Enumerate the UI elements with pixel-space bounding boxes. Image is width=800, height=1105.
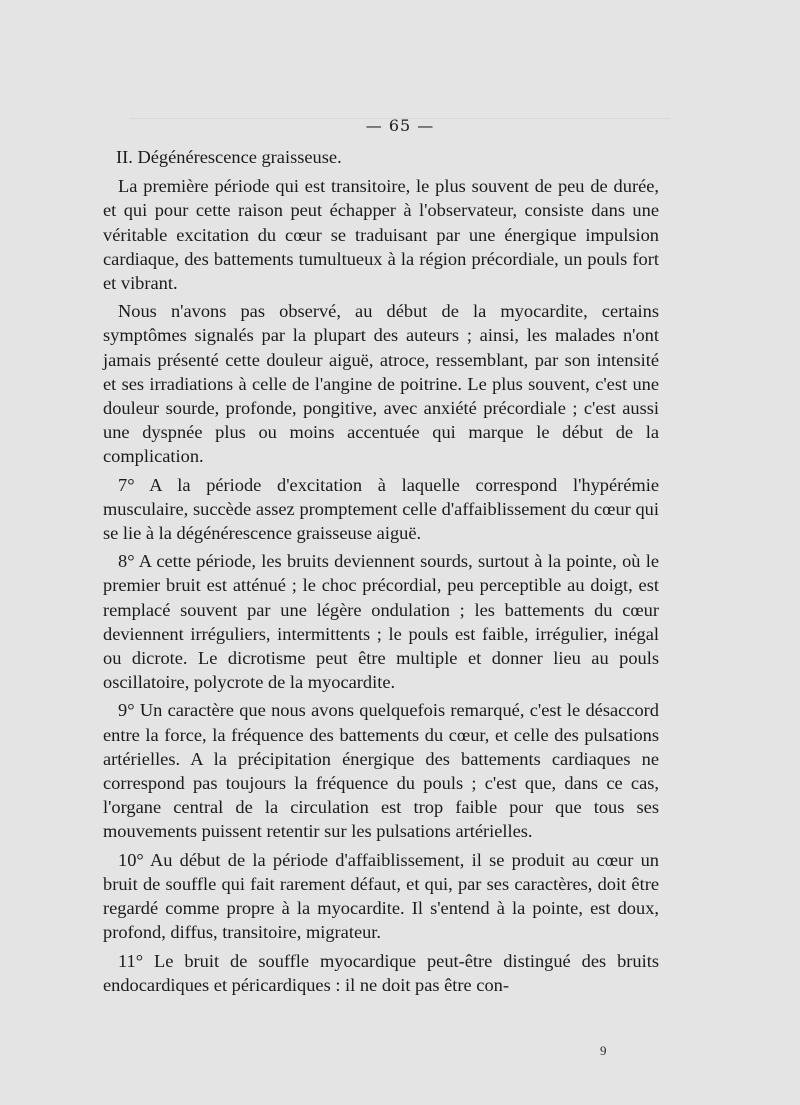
paragraph: 7° A la période d'excitation à laquelle correspond l'hypérémie musculaire, succède assez promptement celle d'affaiblissement du cœur qui se lie à la dégénérescence graisseuse aiguë. [103, 474, 659, 544]
signature-mark: 9 [600, 1043, 607, 1058]
paragraph: 8° A cette période, les bruits deviennent sourds, surtout à la pointe, où le premier bruit est atténué ; le choc précordial, peu perceptible au doigt, est remplacé souvent par une légère ondulation ; les battements du cœur deviennent irréguliers, intermittents ; le pouls est faible, irrégulier, inégal ou dicrote. Le dicrotisme peut être multiple et donner lieu au pouls oscillatoire, polycrote de la myocardite. [103, 551, 659, 693]
paragraph: La première période qui est transitoire, le plus souvent de peu de durée, et qui pour cette raison peut échapper à l'observateur, consiste dans une véritable excitation du cœur se traduisant par une énergique impulsion cardiaque, des battements tumultueux à la région précordiale, un pouls fort et vibrant. [103, 176, 659, 294]
paragraph: 10° Au début de la période d'affaiblissement, il se produit au cœur un bruit de souffle qui fait rarement défaut, et qui, par ses caractères, doit être regardé comme propre à la myocardite. Il s'entend à la pointe, est doux, profond, diffus, transitoire, migrateur. [103, 849, 659, 943]
paragraph: 9° Un caractère que nous avons quelquefois remarqué, c'est le désaccord entre la force, la fréquence des battements du cœur, et celle des pulsations artérielles. A la précipitation énergique des battements cardiaques ne correspond pas toujours la fréquence du pouls ; c'est que, dans ce cas, l'organe central de la circulation est trop faible pour que tous ses mouvements puissent retentir sur les pulsations artérielles. [103, 700, 659, 842]
paragraph: 11° Le bruit de souffle myocardique peut-être distingué des bruits endocardiques et péricardiques : il ne doit pas être con- [103, 950, 659, 995]
body-text [103, 145, 659, 1001]
section-heading: II. Dégénérescence graisseuse. [116, 147, 342, 167]
page-number: — 65 — [365, 116, 435, 135]
paragraph: Nous n'avons pas observé, au début de la myocardite, certains symptômes signalés par la plupart des auteurs ; ainsi, les malades n'ont jamais présenté cette douleur aiguë, atroce, ressemblant, par son intensité et ses irradiations à celle de l'angine de poitrine. Le plus souvent, c'est une douleur sourde, profonde, pongitive, avec anxiété précordiale ; c'est aussi une dyspnée plus ou moins accentuée qui marque le début de la complication. [103, 301, 659, 467]
